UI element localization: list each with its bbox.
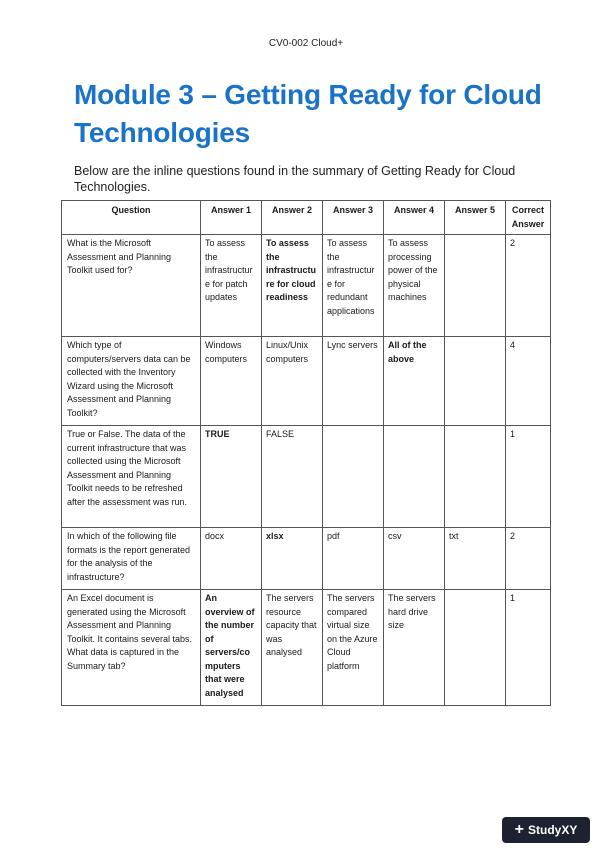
answer-cell: To assess processing power of the physical machines [384,235,445,337]
answer-cell [323,426,384,528]
correct-answer-cell: 1 [506,590,551,706]
col-header-correct-answer: Correct Answer [506,201,551,235]
question-cell: Which type of computers/servers data can be collected with the Inventory Wizard using the Microsoft Assessment and Planning Toolkit? [62,337,201,426]
col-header-answer-1: Answer 1 [201,201,262,235]
question-cell: An Excel document is generated using the Microsoft Assessment and Planning Toolkit. It contains several tabs. What data is captured in the Summary tab? [62,590,201,706]
answer-cell [445,426,506,528]
correct-answer-cell: 2 [506,235,551,337]
table-row [62,528,551,590]
table-row [62,337,551,426]
answer-cell: FALSE [262,426,323,528]
col-header-answer-2: Answer 2 [262,201,323,235]
answer-cell: docx [201,528,262,590]
question-cell: True or False. The data of the current infrastructure that was collected using the Microsoft Assessment and Planning Toolkit needs to be refreshed after the assessment was run. [62,426,201,528]
questions-table [61,200,551,706]
page-header: CV0-002 Cloud+ [268,38,344,49]
correct-answer-cell: 1 [506,426,551,528]
question-cell: In which of the following file formats is the report generated for the analysis of the infrastructure? [62,528,201,590]
col-header-answer-3: Answer 3 [323,201,384,235]
correct-answer-cell: 2 [506,528,551,590]
table-header-row [62,201,551,235]
answer-cell-correct: To assess the infrastructure for cloud readiness [262,235,323,337]
answer-cell-correct: xlsx [262,528,323,590]
answer-cell-correct: TRUE [201,426,262,528]
table-row [62,590,551,706]
col-header-question: Question [62,201,201,235]
answer-cell: To assess the infrastructure for redundant applications [323,235,384,337]
logo-text: StudyXY [528,823,578,837]
answer-cell: Windows computers [201,337,262,426]
answer-cell [445,590,506,706]
table-row [62,235,551,337]
answer-cell: The servers compared virtual size on the Azure Cloud platform [323,590,384,706]
table-row [62,426,551,528]
answer-cell-correct: An overview of the number of servers/computers that were analysed [201,590,262,706]
answer-cell: Linux/Unix computers [262,337,323,426]
answer-cell [445,235,506,337]
answer-cell: txt [445,528,506,590]
answer-cell [384,426,445,528]
answer-cell: csv [384,528,445,590]
col-header-answer-4: Answer 4 [384,201,445,235]
studyxy-logo[interactable] [502,817,590,843]
intro-paragraph: Below are the inline questions found in the summary of Getting Ready for Cloud Technologies. [74,164,516,194]
plus-icon: + [514,821,524,838]
question-cell: What is the Microsoft Assessment and Planning Toolkit used for? [62,235,201,337]
correct-answer-cell: 4 [506,337,551,426]
answer-cell-correct: All of the above [384,337,445,426]
answer-cell: Lync servers [323,337,384,426]
col-header-answer-5: Answer 5 [445,201,506,235]
answer-cell [445,337,506,426]
answer-cell: To assess the infrastructure for patch updates [201,235,262,337]
page-title: Module 3 – Getting Ready for Cloud Technologies [74,79,542,148]
answer-cell: The servers resource capacity that was analysed [262,590,323,706]
answer-cell: The servers hard drive size [384,590,445,706]
answer-cell: pdf [323,528,384,590]
